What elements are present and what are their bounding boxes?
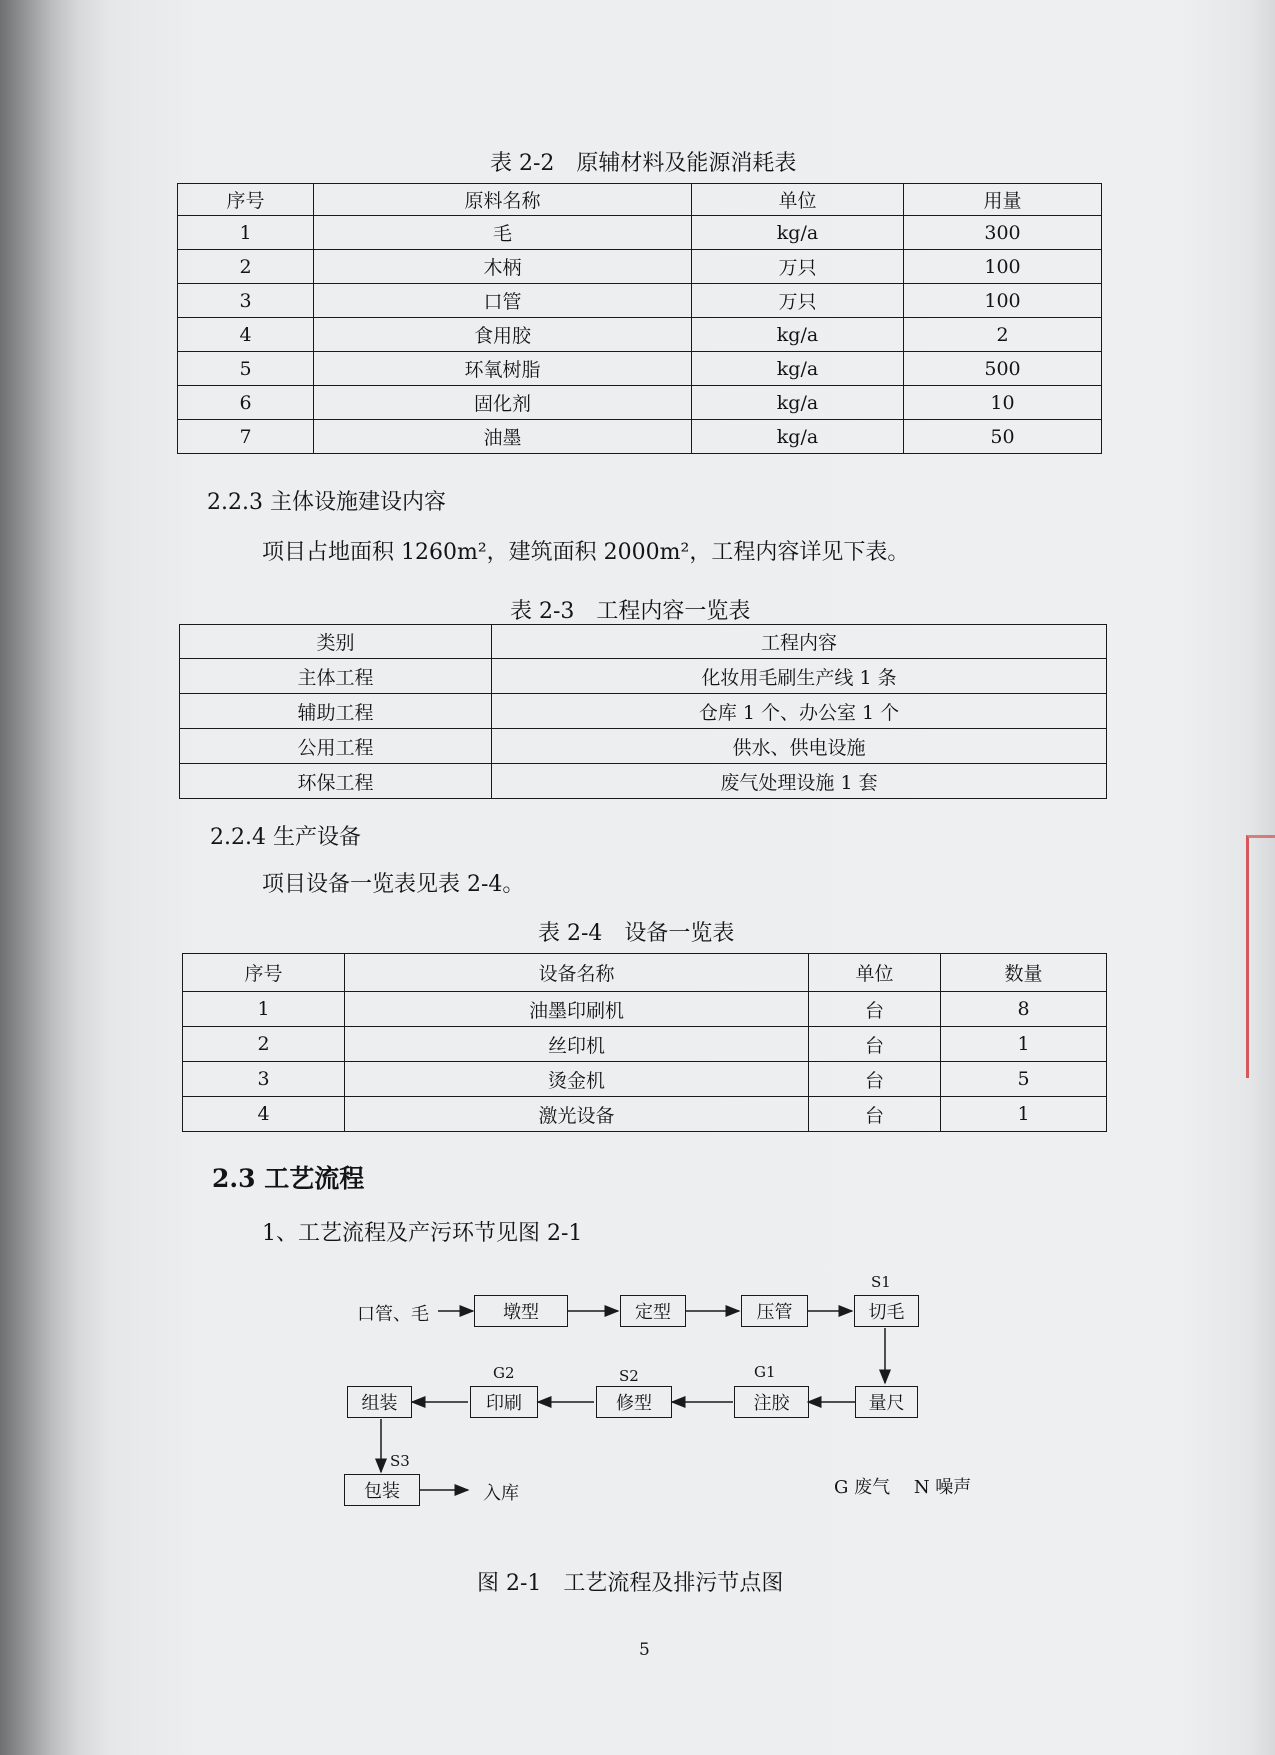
table-cell: kg/a [692, 318, 904, 352]
table-cell: kg/a [692, 420, 904, 454]
table-cell: 毛 [314, 216, 692, 250]
table-cell: 万只 [692, 250, 904, 284]
section-223-intro: 项目占地面积 1260m²，建筑面积 2000m²，工程内容详见下表。 [262, 540, 910, 565]
flow-step-yaguan: 压管 [741, 1295, 808, 1327]
table-cell: 50 [904, 420, 1102, 454]
flow-step-zuzhuang: 组装 [347, 1386, 412, 1418]
flow-tag-s1: S1 [871, 1273, 891, 1291]
figure-2-1-caption: 图 2-1 工艺流程及排污节点图 [477, 1571, 784, 1596]
table-cell: 仓库 1 个、办公室 1 个 [492, 694, 1107, 729]
table-cell: 2 [183, 1027, 345, 1062]
table-cell: kg/a [692, 216, 904, 250]
table-cell: 丝印机 [345, 1027, 809, 1062]
table-cell: kg/a [692, 386, 904, 420]
table-cell: kg/a [692, 352, 904, 386]
table-cell: 2 [904, 318, 1102, 352]
table-cell: 1 [941, 1027, 1107, 1062]
flow-legend: G 废气 N 噪声 [834, 1477, 972, 1498]
flow-tag-g2: G2 [493, 1364, 515, 1382]
table-cell: 主体工程 [180, 659, 492, 694]
table-cell: 5 [178, 352, 314, 386]
table-cell: 1 [178, 216, 314, 250]
table-cell: 环氧树脂 [314, 352, 692, 386]
table-cell: 油墨 [314, 420, 692, 454]
table-2-4-caption: 表 2-4 设备一览表 [538, 921, 735, 946]
table-header-cell: 类别 [180, 625, 492, 659]
table-2-2-caption: 表 2-2 原辅材料及能源消耗表 [490, 151, 797, 176]
flow-output-label: 入库 [483, 1483, 519, 1504]
table-cell: 烫金机 [345, 1062, 809, 1097]
table-cell: 固化剂 [314, 386, 692, 420]
flow-step-dingxing: 定型 [620, 1295, 686, 1327]
table-cell: 8 [941, 992, 1107, 1027]
table-cell: 100 [904, 250, 1102, 284]
table-cell: 10 [904, 386, 1102, 420]
table-cell: 环保工程 [180, 764, 492, 799]
table-cell: 口管 [314, 284, 692, 318]
section-224-heading: 2.2.4 生产设备 [210, 825, 361, 850]
table-cell: 化妆用毛刷生产线 1 条 [492, 659, 1107, 694]
table-cell: 供水、供电设施 [492, 729, 1107, 764]
table-cell: 食用胶 [314, 318, 692, 352]
table-cell: 300 [904, 216, 1102, 250]
flow-step-baozhuang: 包装 [344, 1474, 420, 1506]
flow-step-liangchi: 量尺 [855, 1386, 918, 1418]
flow-tag-g1: G1 [754, 1363, 776, 1381]
table-cell: 1 [183, 992, 345, 1027]
table-cell: 1 [941, 1097, 1107, 1132]
flow-step-zhujiao: 注胶 [734, 1386, 809, 1418]
table-header-cell: 原料名称 [314, 184, 692, 216]
flow-tag-s2: S2 [619, 1367, 639, 1385]
table-cell: 3 [178, 284, 314, 318]
table-cell: 辅助工程 [180, 694, 492, 729]
flow-step-xiuxing: 修型 [596, 1386, 672, 1418]
flow-step-yinshua: 印刷 [470, 1386, 538, 1418]
table-header-cell: 设备名称 [345, 954, 809, 992]
table-cell: 激光设备 [345, 1097, 809, 1132]
red-seal-stamp [1246, 835, 1275, 1078]
table-cell: 木柄 [314, 250, 692, 284]
table-header-cell: 序号 [183, 954, 345, 992]
table-cell: 500 [904, 352, 1102, 386]
table-cell: 6 [178, 386, 314, 420]
table-cell: 4 [178, 318, 314, 352]
flow-step-qiemao: 切毛 [854, 1295, 919, 1327]
table-cell: 台 [809, 1027, 941, 1062]
table-cell: 5 [941, 1062, 1107, 1097]
flow-step-dunxing: 墩型 [474, 1295, 568, 1327]
table-header-cell: 工程内容 [492, 625, 1107, 659]
section-223-heading: 2.2.3 主体设施建设内容 [207, 490, 446, 515]
section-23-intro: 1、工艺流程及产污环节见图 2-1 [262, 1221, 583, 1246]
section-224-intro: 项目设备一览表见表 2-4。 [262, 872, 525, 897]
flow-input-label: 口管、毛 [357, 1304, 429, 1325]
table-cell: 台 [809, 992, 941, 1027]
section-23-heading: 2.3 工艺流程 [212, 1164, 365, 1193]
table-cell: 3 [183, 1062, 345, 1097]
page-number: 5 [639, 1640, 650, 1660]
table-cell: 公用工程 [180, 729, 492, 764]
table-cell: 台 [809, 1062, 941, 1097]
table-header-cell: 单位 [692, 184, 904, 216]
table-cell: 2 [178, 250, 314, 284]
table-cell: 台 [809, 1097, 941, 1132]
table-header-cell: 数量 [941, 954, 1107, 992]
table-cell: 4 [183, 1097, 345, 1132]
table-cell: 7 [178, 420, 314, 454]
table-cell: 油墨印刷机 [345, 992, 809, 1027]
table-cell: 万只 [692, 284, 904, 318]
table-cell: 废气处理设施 1 套 [492, 764, 1107, 799]
table-cell: 100 [904, 284, 1102, 318]
table-header-cell: 单位 [809, 954, 941, 992]
table-header-cell: 序号 [178, 184, 314, 216]
flow-tag-s3: S3 [390, 1452, 410, 1470]
table-header-cell: 用量 [904, 184, 1102, 216]
table-2-3-caption: 表 2-3 工程内容一览表 [510, 599, 751, 624]
